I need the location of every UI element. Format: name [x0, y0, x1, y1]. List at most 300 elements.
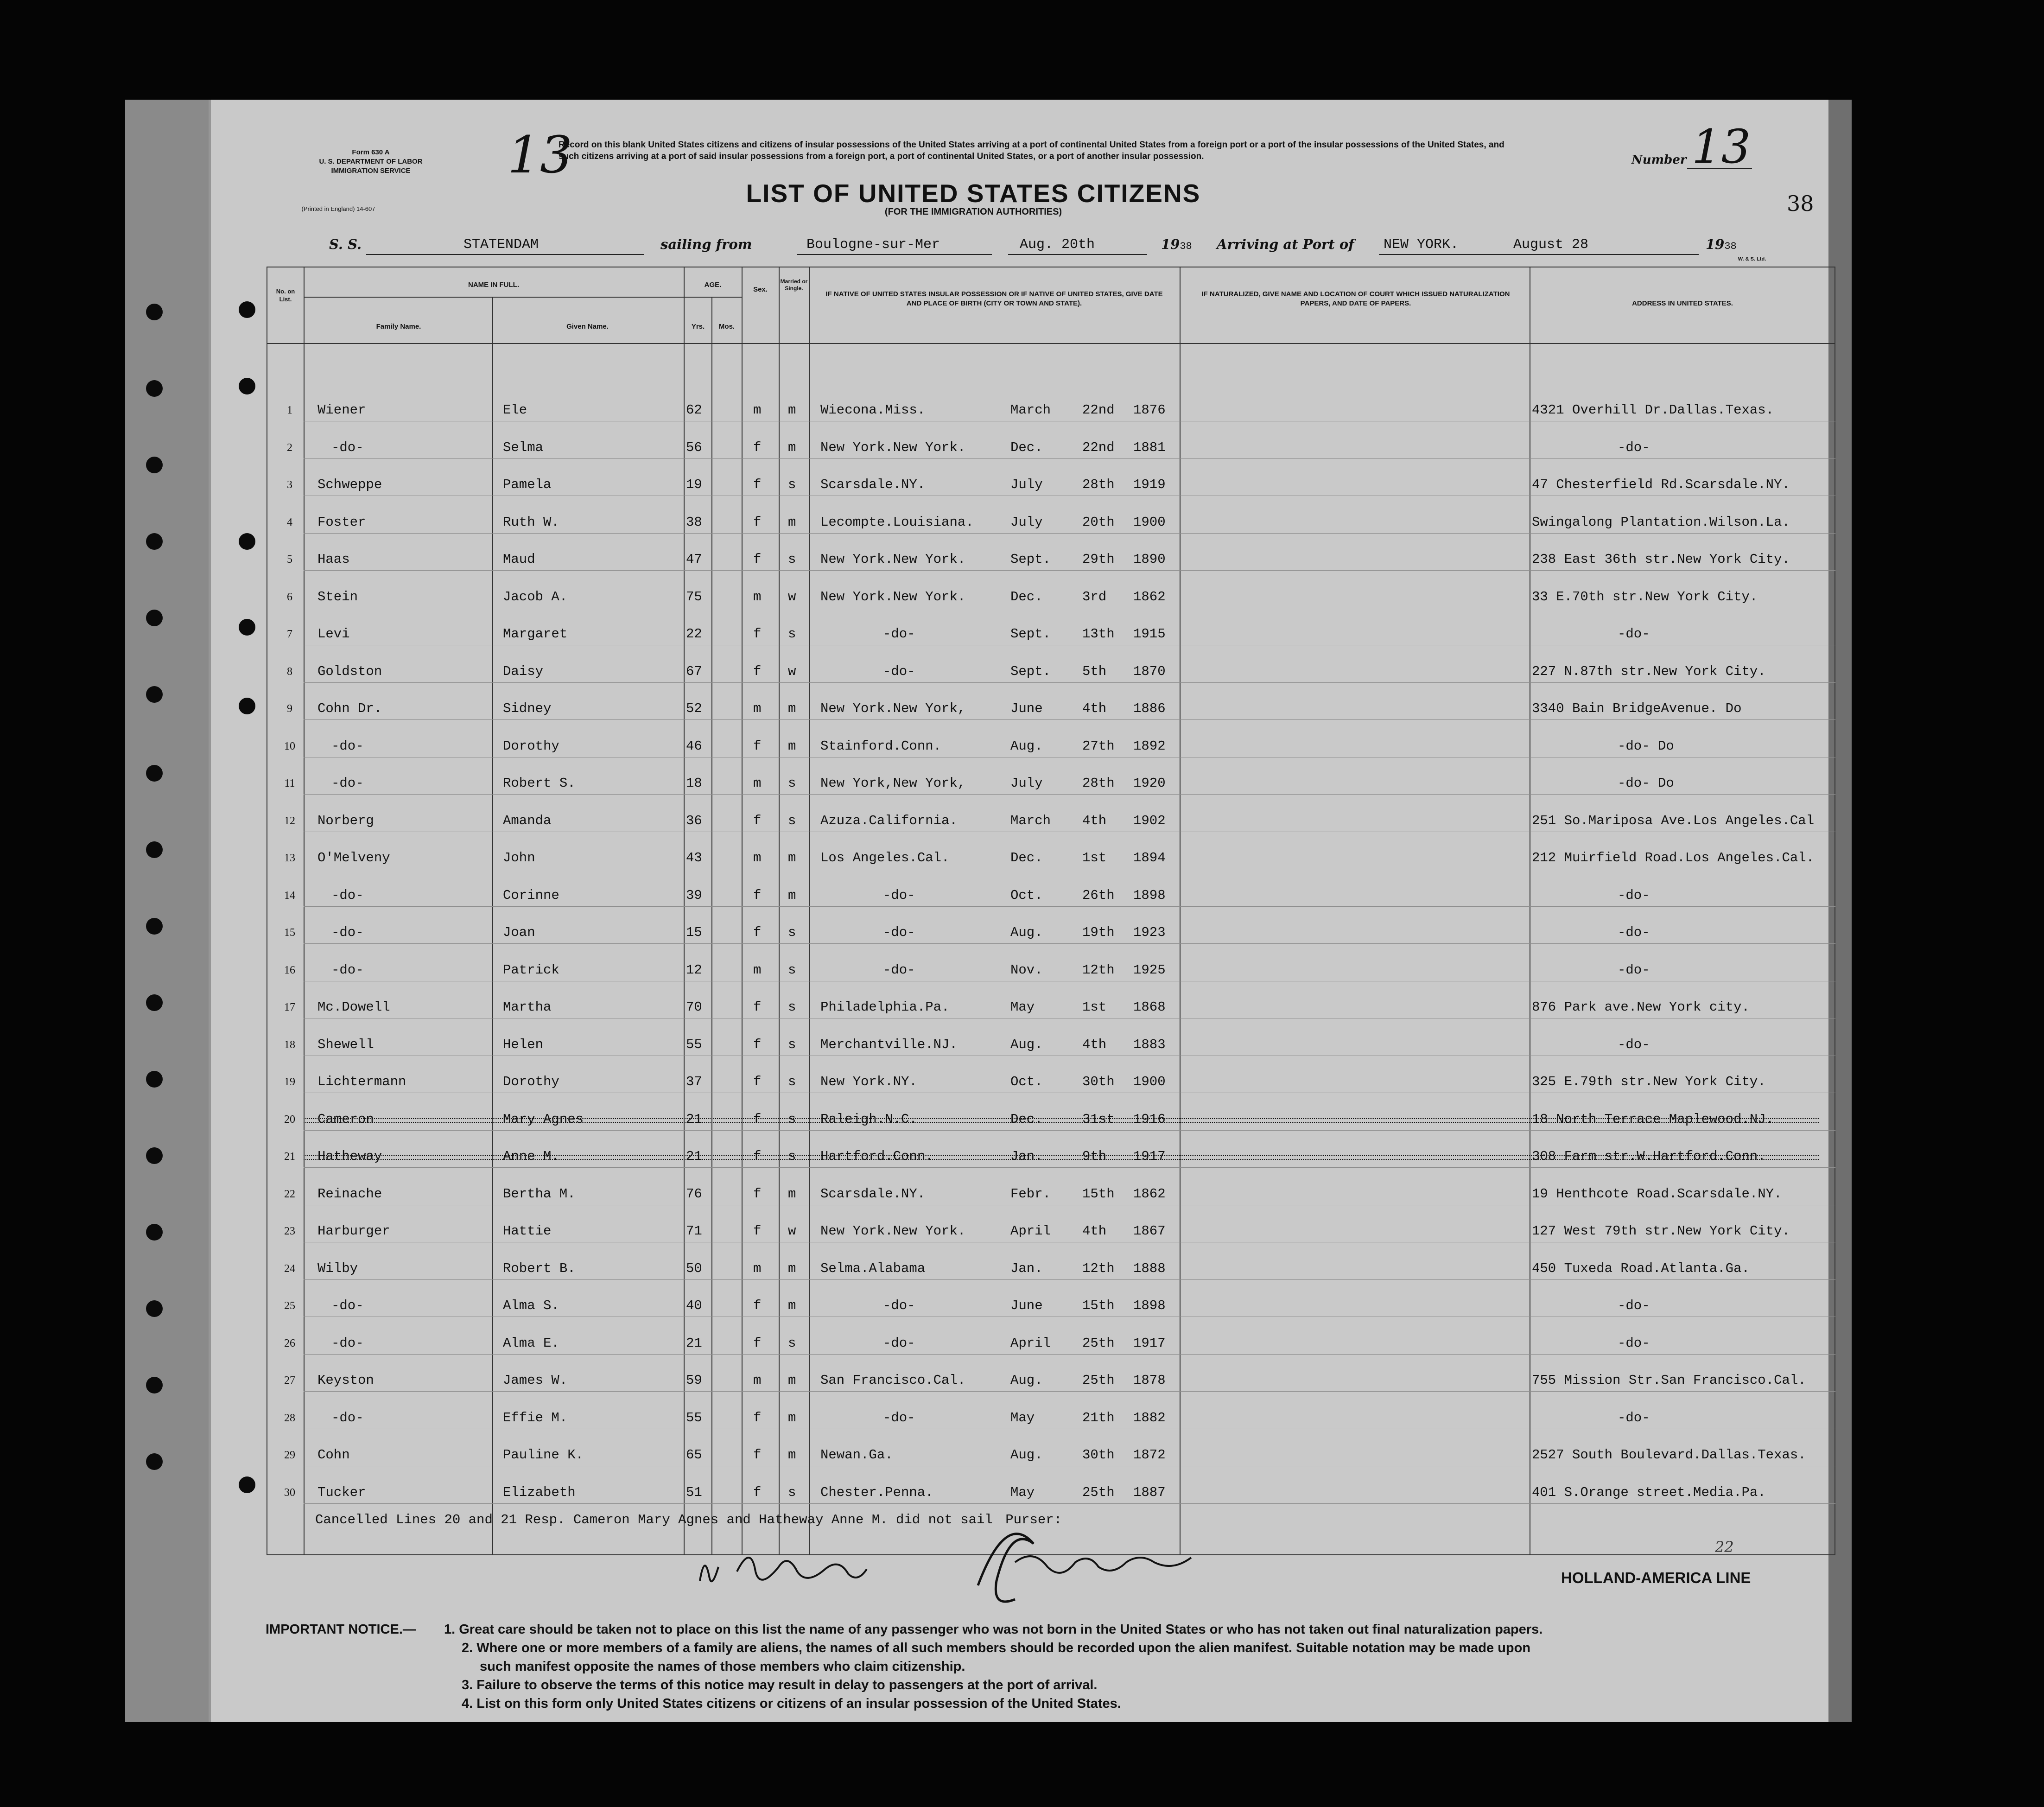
cell-address: 238 East 36th str.New York City.: [1532, 552, 1790, 567]
cell-age: 19: [686, 477, 702, 492]
cell-place: New York.NY.: [820, 1074, 917, 1089]
form-instructions: Record on this blank United States citizens and citizens of insular possessions of the United States arriving at a port of continental United States from a foreign port or a port of the insular possessions of the United States, and such citizens arriving at a port of said insular possessions from a foreign port, a port of continental United States, or a port of another insular possession.: [559, 140, 1504, 161]
cell-place: Selma.Alabama: [820, 1261, 926, 1276]
col-naturalized: IF NATURALIZED, GIVE NAME AND LOCATION OF COURT WHICH ISSUED NATURALIZATION PAPERS, AND DATE OF PAPERS.: [1201, 290, 1510, 307]
cell-year: 1916: [1133, 1112, 1166, 1127]
page-title: LIST OF UNITED STATES CITIZENS: [746, 179, 1201, 208]
row-number: 13: [284, 852, 295, 864]
ship-name: STATENDAM: [463, 237, 539, 253]
cell-place: Newan.Ga.: [820, 1447, 893, 1463]
cell-month: March: [1010, 813, 1051, 828]
cell-day: 13th: [1082, 626, 1115, 642]
sheet-mark: 13: [508, 125, 572, 185]
cell-month: Oct.: [1010, 888, 1043, 903]
cell-family: Levi: [317, 626, 350, 642]
cell-day: 1st: [1082, 999, 1107, 1015]
cell-month: Dec.: [1010, 440, 1043, 455]
cell-given: Jacob A.: [503, 589, 568, 604]
cell-address: -do-: [1618, 925, 1650, 940]
cell-age: 55: [686, 1410, 702, 1425]
cell-sex: m: [753, 701, 762, 716]
col-divider: [742, 267, 743, 1555]
cell-sex: f: [753, 477, 762, 492]
cell-sex: f: [753, 1037, 762, 1052]
cell-family: Reinache: [317, 1186, 382, 1202]
cell-family: -do-: [331, 738, 364, 754]
cell-sex: m: [753, 962, 762, 978]
cell-place: -do-: [883, 1410, 915, 1425]
cell-ms: m: [788, 1186, 796, 1202]
cell-month: Oct.: [1010, 1074, 1043, 1089]
cell-sex: f: [753, 1149, 762, 1164]
cancel-strike: [304, 1155, 1819, 1160]
header-bottom: [267, 343, 1835, 344]
cell-address: -do-: [1618, 1410, 1650, 1425]
number-label: Number: [1631, 153, 1687, 167]
row-rule: [304, 1167, 1835, 1168]
cell-day: 25th: [1082, 1485, 1115, 1500]
cell-given: Mary Agnes: [503, 1112, 584, 1127]
cell-day: 30th: [1082, 1447, 1115, 1463]
col-married: Married or Single.: [780, 278, 808, 292]
ss-label: S. S.: [329, 236, 362, 252]
cell-day: 20th: [1082, 515, 1115, 530]
cell-month: Febr.: [1010, 1186, 1051, 1202]
cell-month: July: [1010, 477, 1043, 492]
cell-ms: m: [788, 1373, 796, 1388]
cell-ms: s: [788, 1485, 796, 1500]
cell-year: 1888: [1133, 1261, 1166, 1276]
cell-ms: s: [788, 1112, 796, 1127]
cell-month: Aug.: [1010, 1373, 1043, 1388]
cell-family: -do-: [331, 1298, 364, 1313]
cancel-strike: [304, 1118, 1819, 1123]
cell-address: 308 Farm str.W.Hartford.Conn.: [1532, 1149, 1766, 1164]
cell-ms: w: [788, 1223, 796, 1239]
cell-place: Raleigh.N.C.: [820, 1112, 917, 1127]
cell-given: Robert B.: [503, 1261, 576, 1276]
cell-age: 43: [686, 850, 702, 865]
col-divider: [1180, 267, 1181, 1555]
cell-year: 1878: [1133, 1373, 1166, 1388]
punch-hole: [146, 533, 163, 550]
cell-ms: s: [788, 776, 796, 791]
cell-family: Goldston: [317, 664, 382, 679]
cell-year: 1890: [1133, 552, 1166, 567]
cell-day: 27th: [1082, 738, 1115, 754]
cell-family: -do-: [331, 776, 364, 791]
cell-ms: m: [788, 1447, 796, 1463]
cell-place: Philadelphia.Pa.: [820, 999, 950, 1015]
cell-given: Helen: [503, 1037, 544, 1052]
cell-month: Dec.: [1010, 850, 1043, 865]
cell-year: 1923: [1133, 925, 1166, 940]
cell-ms: s: [788, 1149, 796, 1164]
punch-hole: [146, 918, 163, 935]
cell-given: Robert S.: [503, 776, 576, 791]
punch-hole: [239, 533, 255, 550]
cell-month: Sept.: [1010, 552, 1051, 567]
cell-ms: m: [788, 701, 796, 716]
cell-given: Pauline K.: [503, 1447, 584, 1463]
cell-place: Azuza.California.: [820, 813, 958, 828]
cell-age: 59: [686, 1373, 702, 1388]
port-to-underline: [1379, 254, 1699, 255]
cell-place: Merchantville.NJ.: [820, 1037, 958, 1052]
cell-day: 12th: [1082, 1261, 1115, 1276]
cell-month: April: [1010, 1336, 1051, 1351]
cell-month: Aug.: [1010, 1037, 1043, 1052]
cell-age: 39: [686, 888, 702, 903]
punch-hole: [146, 765, 163, 782]
cell-address: -do-: [1618, 440, 1650, 455]
cell-sex: m: [753, 776, 762, 791]
cell-given: Sidney: [503, 701, 552, 716]
cell-sex: f: [753, 664, 762, 679]
cell-ms: s: [788, 1037, 796, 1052]
cell-given: Dorothy: [503, 738, 559, 754]
cell-address: 755 Mission Str.San Francisco.Cal.: [1532, 1373, 1806, 1388]
cell-year: 1870: [1133, 664, 1166, 679]
row-number: 16: [284, 964, 295, 976]
cell-month: Aug.: [1010, 925, 1043, 940]
cell-address: -do- Do: [1618, 776, 1674, 791]
cell-place: Hartford.Conn.: [820, 1149, 933, 1164]
cell-ms: s: [788, 626, 796, 642]
port-from-underline: [797, 254, 992, 255]
cell-year: 1886: [1133, 701, 1166, 716]
cell-sex: m: [753, 1261, 762, 1276]
cell-ms: s: [788, 962, 796, 978]
cell-sex: f: [753, 1074, 762, 1089]
cell-month: April: [1010, 1223, 1051, 1239]
cell-age: 65: [686, 1447, 702, 1463]
cell-day: 12th: [1082, 962, 1115, 978]
cell-sex: f: [753, 925, 762, 940]
cell-age: 40: [686, 1298, 702, 1313]
row-rule: [304, 906, 1835, 907]
cell-address: -do-: [1618, 1336, 1650, 1351]
col-name-in-full: NAME IN FULL.: [468, 281, 519, 289]
cell-given: Margaret: [503, 626, 568, 642]
cell-day: 22nd: [1082, 440, 1115, 455]
row-number: 2: [287, 442, 292, 454]
cell-ms: m: [788, 1261, 796, 1276]
cell-age: 22: [686, 626, 702, 642]
row-number: 10: [284, 740, 295, 752]
cell-address: 401 S.Orange street.Media.Pa.: [1532, 1485, 1766, 1500]
cell-address: 33 E.70th str.New York City.: [1532, 589, 1758, 604]
row-number: 1: [287, 404, 292, 416]
notice-head: IMPORTANT NOTICE.—: [266, 1622, 416, 1637]
cell-year: 1862: [1133, 589, 1166, 604]
cell-age: 67: [686, 664, 702, 679]
row-number: 3: [287, 479, 292, 491]
cell-given: Patrick: [503, 962, 559, 978]
row-rule: [304, 719, 1835, 720]
cell-month: June: [1010, 1298, 1043, 1313]
row-number: 14: [284, 890, 295, 902]
cell-family: Cameron: [317, 1112, 374, 1127]
cell-family: Harburger: [317, 1223, 390, 1239]
cell-given: Anne M.: [503, 1149, 559, 1164]
punch-hole: [239, 698, 255, 714]
cell-address: 876 Park ave.New York city.: [1532, 999, 1750, 1015]
cell-given: Hattie: [503, 1223, 552, 1239]
cell-sex: f: [753, 1298, 762, 1313]
cell-sex: f: [753, 1447, 762, 1463]
col-divider: [779, 267, 780, 1555]
cell-month: Jan.: [1010, 1149, 1043, 1164]
punch-hole: [146, 686, 163, 703]
row-number: 7: [287, 628, 292, 640]
cell-age: 21: [686, 1149, 702, 1164]
cell-ms: s: [788, 552, 796, 567]
col-divider: [684, 267, 685, 1555]
cell-given: Joan: [503, 925, 535, 940]
cell-given: Alma S.: [503, 1298, 559, 1313]
row-rule: [304, 794, 1835, 795]
cell-sex: f: [753, 552, 762, 567]
cell-age: 36: [686, 813, 702, 828]
cell-month: June: [1010, 701, 1043, 716]
cell-place: -do-: [883, 888, 915, 903]
cell-sex: f: [753, 1336, 762, 1351]
row-rule: [304, 1354, 1835, 1355]
cancel-note-text: Cancelled Lines 20 and 21 Resp. Cameron Mary Agnes and Hatheway Anne M. did not sail: [315, 1512, 993, 1527]
cell-year: 1917: [1133, 1336, 1166, 1351]
cell-day: 5th: [1082, 664, 1107, 679]
cell-month: Sept.: [1010, 626, 1051, 642]
cell-day: 28th: [1082, 776, 1115, 791]
cell-year: 1872: [1133, 1447, 1166, 1463]
col-yrs: Yrs.: [691, 323, 705, 331]
cell-day: 22nd: [1082, 402, 1115, 418]
cell-year: 1915: [1133, 626, 1166, 642]
punch-hole: [146, 994, 163, 1011]
cell-given: John: [503, 850, 535, 865]
cell-sex: f: [753, 1410, 762, 1425]
notice-item-3: 3. Failure to observe the terms of this notice may result in delay to passengers at the port of arrival.: [462, 1678, 1098, 1692]
cell-family: Wilby: [317, 1261, 358, 1276]
cell-sex: m: [753, 850, 762, 865]
cell-place: Chester.Penna.: [820, 1485, 933, 1500]
cell-month: May: [1010, 1485, 1035, 1500]
cell-address: 227 N.87th str.New York City.: [1532, 664, 1766, 679]
cell-age: 12: [686, 962, 702, 978]
punch-hole: [146, 1453, 163, 1470]
cell-place: -do-: [883, 1298, 915, 1313]
cell-month: Dec.: [1010, 1112, 1043, 1127]
service: IMMIGRATION SERVICE: [331, 167, 411, 175]
cell-given: Selma: [503, 440, 544, 455]
cell-ms: s: [788, 1074, 796, 1089]
cell-family: Cohn: [317, 1447, 350, 1463]
cell-year: 1867: [1133, 1223, 1166, 1239]
cell-family: Wiener: [317, 402, 366, 418]
cell-age: 70: [686, 999, 702, 1015]
purser-signature: [691, 1525, 1270, 1618]
cell-place: New York.New York.: [820, 589, 966, 604]
row-rule: [304, 682, 1835, 683]
binding-strip: [125, 100, 209, 1722]
cell-month: May: [1010, 999, 1035, 1015]
punch-hole: [239, 301, 255, 318]
cell-day: 19th: [1082, 925, 1115, 940]
col-no: No. on List.: [276, 288, 295, 303]
row-rule: [304, 1391, 1835, 1392]
row-rule: [304, 1279, 1835, 1280]
cell-address: 18 North Terrace Maplewood.NJ.: [1532, 1112, 1774, 1127]
cell-day: 4th: [1082, 1037, 1107, 1052]
cell-age: 51: [686, 1485, 702, 1500]
cell-place: Stainford.Conn.: [820, 738, 942, 754]
cell-address: -do-: [1618, 1037, 1650, 1052]
punch-hole: [146, 1147, 163, 1164]
cell-family: Haas: [317, 552, 350, 567]
cell-given: James W.: [503, 1373, 568, 1388]
form-number: Form 630 A: [352, 148, 390, 156]
cell-sex: m: [753, 402, 762, 418]
cell-day: 3rd: [1082, 589, 1107, 604]
cell-ms: m: [788, 888, 796, 903]
cell-age: 75: [686, 589, 702, 604]
cell-ms: m: [788, 440, 796, 455]
col-mos: Mos.: [718, 323, 735, 331]
row-number: 8: [287, 666, 292, 678]
cell-age: 18: [686, 776, 702, 791]
row-number: 17: [284, 1001, 295, 1013]
cell-place: -do-: [883, 1336, 915, 1351]
cell-place: -do-: [883, 626, 915, 642]
ship-underline: [366, 254, 644, 255]
row-number: 25: [284, 1300, 295, 1312]
cell-month: Sept.: [1010, 664, 1051, 679]
cell-family: Lichtermann: [317, 1074, 406, 1089]
cell-address: 3340 Bain BridgeAvenue. Do: [1532, 701, 1742, 716]
col-divider: [809, 267, 810, 1555]
cell-month: Nov.: [1010, 962, 1043, 978]
cell-given: Ruth W.: [503, 515, 559, 530]
row-number: 28: [284, 1412, 295, 1424]
cell-family: Mc.Dowell: [317, 999, 390, 1015]
cell-place: San Francisco.Cal.: [820, 1373, 966, 1388]
row-rule: [304, 458, 1835, 459]
cell-month: May: [1010, 1410, 1035, 1425]
row-number: 18: [284, 1039, 295, 1051]
cell-year: 1882: [1133, 1410, 1166, 1425]
row-number: 26: [284, 1337, 295, 1349]
cell-given: Amanda: [503, 813, 552, 828]
cell-sex: f: [753, 999, 762, 1015]
cell-age: 76: [686, 1186, 702, 1202]
cell-year: 1902: [1133, 813, 1166, 828]
cell-age: 37: [686, 1074, 702, 1089]
cell-day: 21th: [1082, 1410, 1115, 1425]
cell-year: 1925: [1133, 962, 1166, 978]
cell-day: 29th: [1082, 552, 1115, 567]
row-number: 22: [284, 1188, 295, 1200]
row-number: 11: [284, 777, 295, 789]
cell-place: New York.New York.: [820, 552, 966, 567]
cell-family: Shewell: [317, 1037, 374, 1052]
row-number: 19: [284, 1076, 295, 1088]
year-to: 1938: [1706, 236, 1737, 252]
row-number: 29: [284, 1449, 295, 1461]
punch-hole: [146, 457, 163, 473]
cell-address: 251 So.Mariposa Ave.Los Angeles.Cal: [1532, 813, 1815, 828]
cell-sex: f: [753, 888, 762, 903]
cell-ms: m: [788, 1410, 796, 1425]
row-number: 20: [284, 1113, 295, 1126]
cell-place: Lecompte.Louisiana.: [820, 515, 974, 530]
row-number: 23: [284, 1225, 295, 1237]
cell-year: 1868: [1133, 999, 1166, 1015]
cell-sex: m: [753, 589, 762, 604]
cell-given: Bertha M.: [503, 1186, 576, 1202]
cell-address: 325 E.79th str.New York City.: [1532, 1074, 1766, 1089]
cell-ms: s: [788, 813, 796, 828]
cell-ms: w: [788, 589, 796, 604]
cell-day: 4th: [1082, 1223, 1107, 1239]
cell-sex: f: [753, 1223, 762, 1239]
cell-given: Martha: [503, 999, 552, 1015]
number-value: 13: [1692, 120, 1751, 174]
cell-place: Scarsdale.NY.: [820, 1186, 926, 1202]
col-divider: [492, 297, 493, 1555]
page-subtitle: (FOR THE IMMIGRATION AUTHORITIES): [884, 207, 1062, 217]
date-to: August 28: [1513, 237, 1589, 253]
cell-sex: f: [753, 626, 762, 642]
punch-hole: [146, 304, 163, 320]
cell-sex: f: [753, 1112, 762, 1127]
cell-given: Maud: [503, 552, 535, 567]
purser-label: Purser:: [1005, 1512, 1062, 1527]
cell-year: 1900: [1133, 1074, 1166, 1089]
punch-hole: [146, 380, 163, 397]
cell-day: 25th: [1082, 1373, 1115, 1388]
punch-hole: [146, 1071, 163, 1088]
printed-note: (Printed in England) 14-607: [301, 205, 375, 212]
cell-address: 2527 South Boulevard.Dallas.Texas.: [1532, 1447, 1806, 1463]
row-number: 12: [284, 815, 295, 827]
col-sex: Sex.: [753, 286, 768, 293]
cell-family: Tucker: [317, 1485, 366, 1500]
cell-place: Wiecona.Miss.: [820, 402, 926, 418]
port-to: NEW YORK.: [1384, 237, 1459, 253]
cell-place: Scarsdale.NY.: [820, 477, 926, 492]
row-number: 4: [287, 516, 292, 528]
row-number: 21: [284, 1151, 295, 1163]
cell-address: 450 Tuxeda Road.Atlanta.Ga.: [1532, 1261, 1750, 1276]
col-age: AGE.: [704, 281, 722, 289]
row-number: 15: [284, 927, 295, 939]
cell-address: 19 Henthcote Road.Scarsdale.NY.: [1532, 1186, 1782, 1202]
cell-sex: f: [753, 738, 762, 754]
cell-address: -do-: [1618, 888, 1650, 903]
cell-given: Alma E.: [503, 1336, 559, 1351]
cell-family: Hatheway: [317, 1149, 382, 1164]
cell-age: 71: [686, 1223, 702, 1239]
cell-address: Swingalong Plantation.Wilson.La.: [1532, 515, 1790, 530]
cell-place: -do-: [883, 925, 915, 940]
cell-place: Los Angeles.Cal.: [820, 850, 950, 865]
cell-place: New York.New York,: [820, 701, 966, 716]
cell-ms: s: [788, 999, 796, 1015]
notice-item-4: 4. List on this form only United States citizens or citizens of an insular possession of the United States.: [462, 1696, 1121, 1711]
cell-year: 1876: [1133, 402, 1166, 418]
cell-address: -do-: [1618, 626, 1650, 642]
